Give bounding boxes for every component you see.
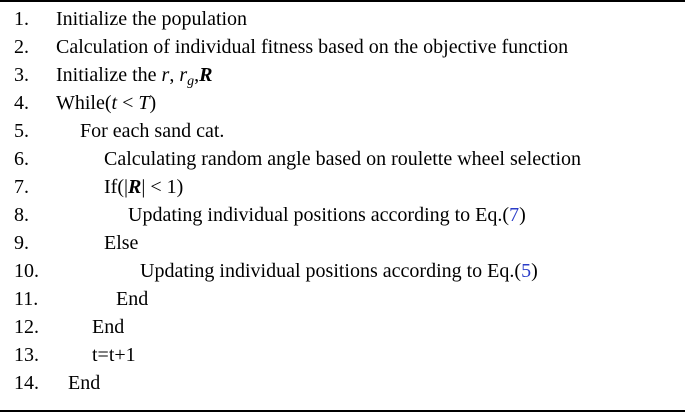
line-number: 12. — [14, 316, 39, 338]
top-rule — [0, 0, 685, 2]
line-number: 8. — [14, 204, 29, 226]
line-text: Initialize the population — [56, 8, 248, 30]
line-text — [56, 64, 212, 90]
variable-T: T — [138, 92, 150, 114]
variable-r: r — [161, 64, 170, 86]
line-number: 7. — [14, 176, 29, 198]
line-text: End — [116, 288, 149, 310]
line-number: 4. — [14, 92, 29, 114]
line-text: Calculating random angle based on roulette wheel selection — [104, 148, 582, 170]
line-number: 10. — [14, 260, 39, 282]
variable-R: R — [128, 176, 142, 198]
line-text-prefix: Initialize the — [56, 64, 162, 86]
line-text: Updating individual positions according to Eq.(7) — [128, 204, 526, 226]
variable-R: R — [199, 64, 213, 86]
line-text: End — [92, 316, 125, 338]
line-number: 14. — [14, 372, 39, 394]
equation-link[interactable]: 7 — [509, 204, 520, 226]
line-text: While(t < T) — [56, 92, 157, 114]
line-number: 2. — [14, 36, 29, 58]
line-text: Updating individual positions according to Eq.(5) — [140, 260, 538, 282]
equation-link[interactable]: 5 — [521, 260, 532, 282]
variable-rg: $r_g$ — [179, 64, 195, 89]
line-number: 9. — [14, 232, 29, 254]
line-number: 5. — [14, 120, 29, 142]
variable-t: t — [111, 92, 118, 114]
line-text: t=t+1 — [92, 344, 136, 366]
line-text: Calculation of individual fitness based on the objective function — [56, 36, 569, 58]
line-number: 1. — [14, 8, 29, 30]
line-number: 3. — [14, 64, 29, 86]
keyword-if: If — [104, 176, 118, 198]
separator: , — [194, 64, 200, 86]
separator: , — [169, 64, 180, 86]
line-text: Else — [104, 232, 139, 254]
line-text: For each sand cat. — [80, 120, 225, 142]
keyword-while: While — [56, 92, 105, 114]
line-number: 13. — [14, 344, 39, 366]
line-number: 6. — [14, 148, 29, 170]
bottom-rule — [0, 410, 685, 412]
line-text: End — [68, 372, 101, 394]
line-number: 11. — [14, 288, 39, 310]
line-text: If(|R| < 1) — [104, 176, 184, 198]
